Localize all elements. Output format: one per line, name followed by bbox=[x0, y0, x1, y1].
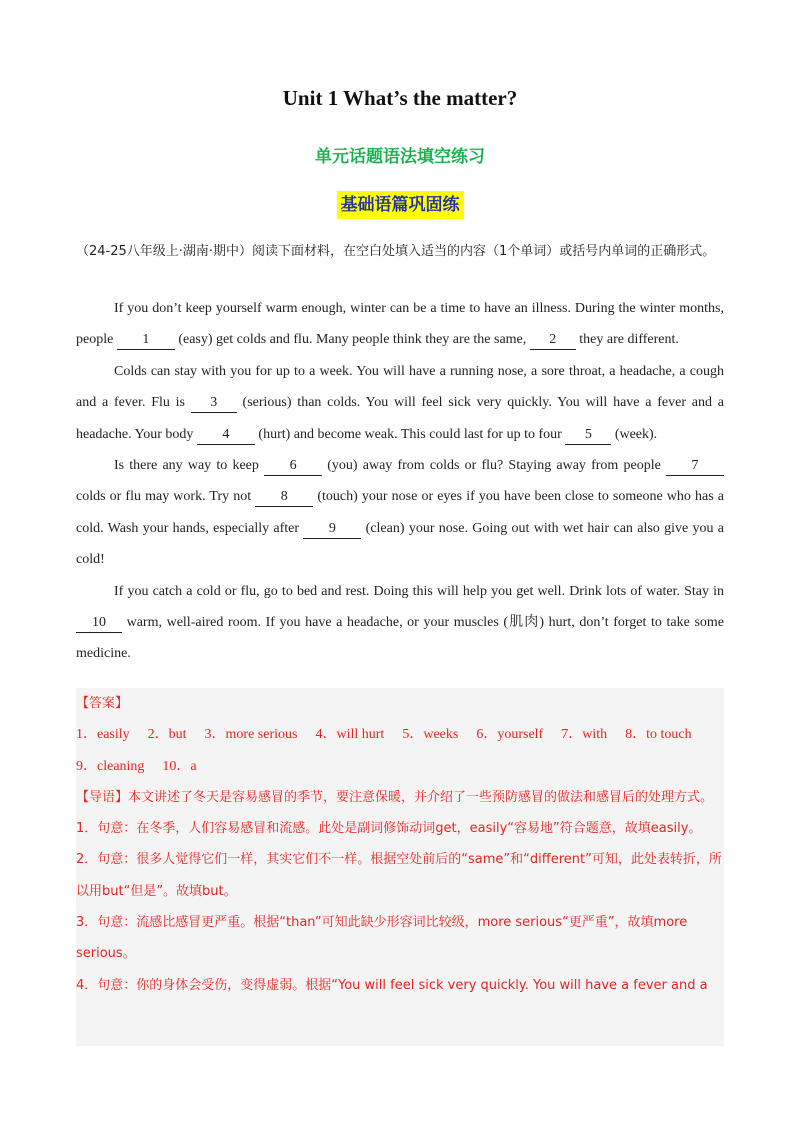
passage-text: (easy) get colds and flu. Many people think they are the same, bbox=[174, 332, 530, 348]
answer-item: 7．with bbox=[561, 727, 608, 743]
explanation-item: 2．句意：很多人觉得它们一样，其实它们不一样。根据空处前后的“same”和“different”可知，此处表转折，所以用but“但是”。故填but。 bbox=[76, 852, 722, 899]
passage-text: warm, well-aired room. If you have a headache, or your muscles (肌肉) hurt, don’t forget to take some medicine. bbox=[76, 615, 724, 662]
blank-9: 9 bbox=[303, 520, 361, 539]
passage-paragraph-1 bbox=[76, 293, 724, 356]
passage-text: Colds can stay with you for up to a week. You will have a running nose, a sore throat, a headache, a cough and a fever. Flu is bbox=[76, 363, 724, 411]
answer-item: 6．yourself bbox=[476, 727, 544, 743]
passage-text: If you don’t keep yourself warm enough, winter can be a time to have an illness. During the winter months, people bbox=[76, 301, 724, 348]
blank-4: 4 bbox=[197, 426, 255, 445]
section-heading: 基础语篇巩固练 bbox=[337, 191, 464, 219]
passage-text: If you catch a cold or flu, go to bed and rest. Doing this will help you get well. Drink lots of water. Stay in bbox=[114, 583, 724, 599]
passage-paragraph-2 bbox=[76, 356, 724, 450]
answer-item: 8．to touch bbox=[625, 727, 692, 743]
guide-text: 本文讲述了冬天是容易感冒的季节，要注意保暖，并介绍了一些预防感冒的做法和感冒后的处理方式。 bbox=[128, 789, 714, 805]
passage-text: (you) away from colds or flu? Staying away from people bbox=[322, 458, 666, 474]
explanation-item: 3．句意：流感比感冒更严重。根据“than”可知此缺少形容词比较级，more serious“更严重”，故填more serious。 bbox=[76, 915, 688, 962]
instructions: （24-25八年级上·湖南·期中）阅读下面材料，在空白处填入适当的内容（1个单词）或括号内单词的正确形式。 bbox=[76, 244, 716, 259]
passage-text: they are different. bbox=[575, 332, 679, 348]
answer-item: 4．will hurt bbox=[315, 727, 385, 743]
blank-1: 1 bbox=[117, 331, 175, 350]
section-heading-wrap bbox=[0, 191, 800, 219]
passage-text: (clean) your nose. Going out with wet hair can also give you a cold! bbox=[76, 520, 724, 568]
blank-2: 2 bbox=[530, 331, 576, 350]
answer-item: 1．easily bbox=[76, 727, 130, 743]
blank-10: 10 bbox=[76, 614, 122, 633]
explanation-item: 4．句意：你的身体会受伤，变得虚弱。根据“You will feel sick very quickly. You will have a fever and a bbox=[76, 977, 708, 993]
explanations bbox=[76, 782, 724, 1001]
explanation-item: 1．句意：在冬季，人们容易感冒和流感。此处是副词修饰动词get，easily“容易地”符合题意，故填easily。 bbox=[76, 821, 702, 837]
passage-paragraph-4 bbox=[76, 576, 724, 670]
passage-text: Is there any way to keep bbox=[114, 458, 265, 474]
passage bbox=[76, 293, 724, 670]
answer-item: 2．but bbox=[147, 727, 187, 743]
passage-paragraph-3 bbox=[76, 450, 724, 576]
guide-label: 【导语】 bbox=[76, 789, 129, 805]
passage-text: (serious) than colds. You will feel sick very quickly. You will have a fever and a headache. Your body bbox=[76, 395, 724, 442]
answer-item: 5．weeks bbox=[402, 727, 459, 743]
passage-text: (hurt) and become weak. This could last for up to four bbox=[254, 426, 566, 442]
blank-3: 3 bbox=[191, 394, 237, 413]
blank-6: 6 bbox=[264, 457, 322, 476]
passage-text: colds or flu may work. Try not bbox=[76, 489, 256, 505]
page-title: Unit 1 What’s the matter? bbox=[282, 86, 518, 110]
answer-item: 10．a bbox=[162, 758, 197, 774]
page-subtitle: 单元话题语法填空练习 bbox=[315, 147, 485, 167]
passage-text: (week). bbox=[611, 426, 658, 442]
blank-7: 7 bbox=[666, 457, 724, 476]
passage-text: (touch) your nose or eyes if you have been close to someone who has a cold. Wash your hands, especially after bbox=[76, 489, 725, 536]
answer-item: 9．cleaning bbox=[76, 758, 145, 774]
answer-item: 3．more serious bbox=[204, 727, 298, 743]
answer-label: 【答案】 bbox=[76, 696, 129, 711]
guide-paragraph bbox=[76, 782, 724, 813]
answer-section bbox=[76, 688, 724, 1046]
blank-5: 5 bbox=[565, 426, 611, 445]
blank-8: 8 bbox=[255, 488, 313, 507]
answer-list bbox=[76, 719, 724, 782]
